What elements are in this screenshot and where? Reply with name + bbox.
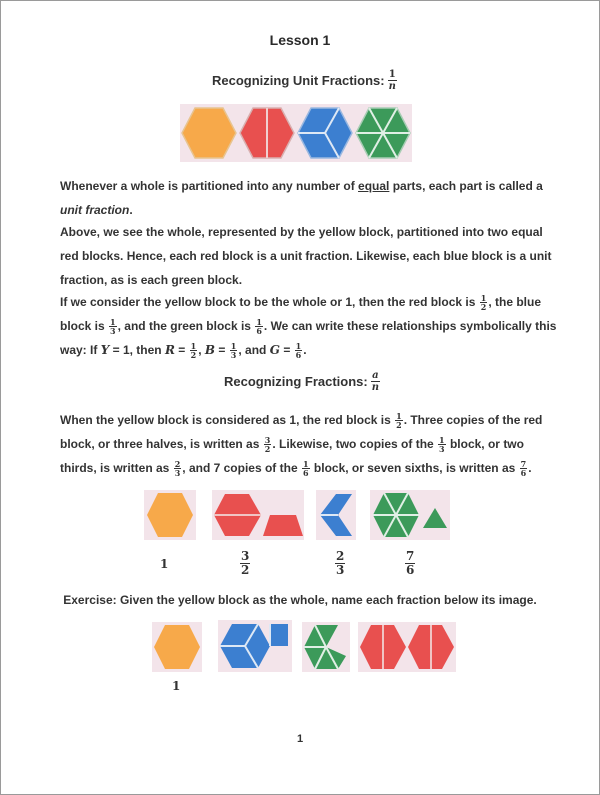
frac-den: 3 [336, 563, 345, 577]
red-hexagon-halves-block [238, 104, 296, 162]
frac-den: 2 [241, 563, 250, 577]
label-seven-sixths [405, 550, 415, 577]
blue-hexagon-thirds-block [296, 104, 354, 162]
paragraph-fractions [60, 408, 560, 480]
equals: = [178, 343, 186, 357]
green-hexagon-sixths-block [354, 104, 412, 162]
exercise-red-blocks [358, 622, 456, 672]
frac-den: 6 [295, 350, 302, 361]
para3-text: = 1, then [112, 343, 162, 357]
frac-num: 1 [230, 341, 237, 352]
label-three-halves [240, 550, 250, 577]
period: . [528, 461, 532, 475]
label-two-thirds [335, 550, 345, 577]
heading-unit-fractions-text: Recognizing Unit Fractions: [212, 73, 385, 88]
frac-den: 3 [230, 350, 237, 361]
para4-text: block, or two [449, 437, 524, 451]
paragraph-blocks [60, 220, 560, 292]
lesson-title: Lesson 1 [269, 32, 331, 48]
var-b: B [204, 343, 216, 357]
var-y: Y [100, 343, 110, 357]
para3-text: , and [238, 343, 267, 357]
para3-text: . We can write these relationships symbolically this [263, 319, 557, 333]
para3-text: , the blue [488, 295, 542, 309]
frac-den: 6 [256, 326, 262, 337]
equals: = [218, 343, 226, 357]
frac-num: 1 [256, 317, 262, 328]
para2-line1: Above, we see the whole, represented by the yellow block, partitioned into two equal [60, 225, 543, 239]
frac-num: 1 [439, 435, 445, 446]
para2-line2: red blocks. Hence, each red block is a unit fraction. Likewise, each blue block is a unit [60, 249, 552, 263]
frac-num: 1 [302, 459, 309, 470]
para2-line3: fraction, as is each green block. [60, 273, 243, 287]
para1-text-mid: parts, each part is called a [389, 179, 543, 193]
frac-num: 7 [520, 459, 527, 470]
label-one [160, 558, 168, 571]
para4-text: thirds, is written as [60, 461, 170, 475]
blue-two-thirds-blocks [316, 490, 356, 540]
var-g: G [269, 343, 280, 357]
frac-den: 3 [439, 444, 445, 455]
fraction-denominator: n [388, 81, 396, 92]
frac-num: 1 [480, 293, 487, 304]
frac-den: 2 [190, 350, 197, 361]
heading-unit-fractions [212, 69, 397, 92]
para3-text: If we consider the yellow block to be the whole or 1, then the red block is [60, 295, 476, 309]
period: . [303, 343, 307, 357]
para4-text: . Likewise, two copies of the [272, 437, 434, 451]
para4-text: . Three copies of the red [403, 413, 543, 427]
frac-den: 3 [174, 468, 181, 479]
frac-num: 3 [241, 549, 250, 563]
exercise-green-blocks [302, 622, 350, 672]
fraction-numerator: a [372, 370, 379, 381]
frac-num: 1 [295, 341, 302, 352]
para3-text: block is [60, 319, 105, 333]
var-r: R [164, 343, 175, 357]
paragraph-definition [60, 174, 550, 222]
exercise-yellow-hexagon [152, 622, 202, 672]
exercise-instruction: Exercise: Given the yellow block as the whole, name each fraction below its image. [63, 593, 537, 607]
frac-den: 3 [110, 326, 116, 337]
para4-text: block, or three halves, is written as [60, 437, 260, 451]
heading-fraction [388, 69, 397, 92]
frac-den: 6 [406, 563, 415, 577]
para4-text: When the yellow block is considered as 1, the red block is [60, 413, 391, 427]
frac-den: 6 [302, 468, 309, 479]
para3-text: way: If [60, 343, 98, 357]
equals: = [283, 343, 291, 357]
exercise-label-text: 1 [172, 679, 181, 693]
frac-den: 2 [480, 302, 487, 313]
exercise-blue-blocks [218, 620, 292, 672]
frac-num: 1 [190, 341, 197, 352]
italic-unit-fraction: unit fraction [60, 203, 130, 217]
frac-den: 2 [264, 444, 271, 455]
frac-den: 6 [520, 468, 527, 479]
exercise-label-one [172, 680, 180, 693]
frac-num: 2 [174, 459, 181, 470]
green-seven-sixths-blocks [370, 490, 450, 540]
heading-fractions-text: Recognizing Fractions: [224, 374, 368, 389]
red-three-halves-blocks [212, 490, 304, 540]
para1-text-start: Whenever a whole is partitioned into any number of [60, 179, 359, 193]
page-number: 1 [296, 733, 304, 745]
fraction-numerator: 1 [388, 69, 396, 80]
comma: , [198, 343, 202, 357]
frac-num: 1 [396, 411, 402, 422]
yellow-hexagon-block [180, 104, 238, 162]
heading-fraction [371, 370, 380, 393]
paragraph-symbolic [60, 290, 560, 362]
para1-period: . [129, 203, 133, 217]
frac-num: 3 [264, 435, 271, 446]
para4-text: block, or seven sixths, is written as [313, 461, 516, 475]
yellow-hexagon-one [144, 490, 196, 540]
para4-text: , and 7 copies of the [182, 461, 298, 475]
para3-text: , and the green block is [117, 319, 251, 333]
underlined-equal: equal [358, 179, 390, 193]
label-one-text: 1 [160, 557, 169, 571]
frac-num: 1 [110, 317, 116, 328]
fraction-denominator: n [371, 382, 380, 393]
frac-num: 7 [406, 549, 415, 563]
heading-fractions [224, 370, 380, 393]
frac-num: 2 [336, 549, 345, 563]
frac-den: 2 [396, 420, 402, 431]
